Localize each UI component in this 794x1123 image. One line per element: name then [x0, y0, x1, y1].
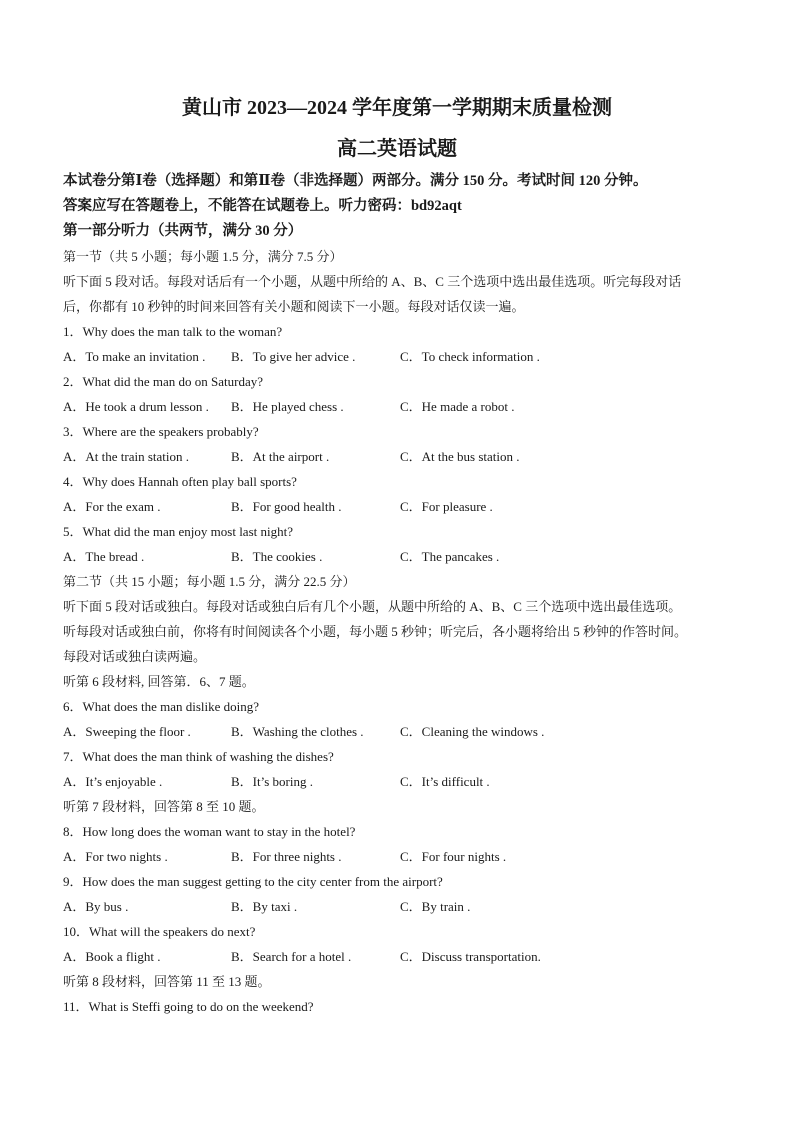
option-a: A．To make an invitation .: [63, 349, 206, 364]
options-row: [63, 719, 743, 744]
exam-subtitle: 高二英语试题: [337, 138, 457, 160]
option-c: C．He made a robot .: [400, 399, 515, 414]
options-row: [63, 394, 743, 419]
option-c: C．To check information .: [400, 349, 540, 364]
option-b: B．Washing the clothes .: [231, 724, 364, 739]
option-a: A．Sweeping the floor .: [63, 724, 191, 739]
question-text: 3．Where are the speakers probably?: [63, 424, 259, 439]
option-c: C．For four nights .: [400, 849, 507, 864]
option-b: B．For good health .: [231, 499, 342, 514]
question-text: 5．What did the man enjoy most last night?: [63, 524, 293, 539]
option-a: A．He took a drum lesson .: [63, 399, 209, 414]
question-text: 10．What will the speakers do next?: [63, 924, 256, 939]
instructions: 听下面 5 段对话。每段对话后有一个小题，从题中所给的 A、B、C 三个选项中选出最佳选项。听完每段对话: [63, 274, 682, 289]
instructions: 后，你都有 10 秒钟的时间来回答有关小题和阅读下一小题。每段对话仅读一遍。: [63, 299, 525, 314]
options-row: [63, 544, 743, 569]
options-row: [63, 769, 743, 794]
exam-title: 黄山市 2023—2024 学年度第一学期期末质量检测: [182, 97, 612, 119]
option-b: B．For three nights .: [231, 849, 342, 864]
option-a: A．The bread .: [63, 549, 145, 564]
options-row: [63, 844, 743, 869]
option-b: B．Search for a hotel .: [231, 949, 352, 964]
option-c: C．Discuss transportation.: [400, 949, 541, 964]
intro-line: 答案应写在答题卷上，不能答在试题卷上。听力密码：bd92aqt: [63, 198, 462, 214]
option-a: A．It’s enjoyable .: [63, 774, 163, 789]
options-row: [63, 494, 743, 519]
option-a: A．At the train station .: [63, 449, 190, 464]
option-c: C．The pancakes .: [400, 549, 500, 564]
part-heading: 第一部分听力（共两节，满分 30 分）: [63, 223, 303, 239]
question-text: 7．What does the man think of washing the dishes?: [63, 749, 334, 764]
option-b: B．By taxi .: [231, 899, 298, 914]
instructions: 听下面 5 段对话或独白。每段对话或独白后有几个小题，从题中所给的 A、B、C 三个选项中选出最佳选项。: [63, 599, 682, 614]
question-text: 2．What did the man do on Saturday?: [63, 374, 264, 389]
option-c: C．By train .: [400, 899, 471, 914]
exam-body: [63, 169, 743, 1019]
option-c: C．It’s difficult .: [400, 774, 490, 789]
question-text: 11．What is Steffi going to do on the weekend?: [63, 999, 314, 1014]
options-row: [63, 444, 743, 469]
options-row: [63, 894, 743, 919]
option-c: C．For pleasure .: [400, 499, 493, 514]
option-a: A．For the exam .: [63, 499, 161, 514]
options-row: [63, 344, 743, 369]
material-note: 听第 6 段材料, 回答第．6、7 题。: [63, 674, 255, 689]
instructions: 听每段对话或独白前，你将有时间阅读各个小题，每小题 5 秒钟；听完后，各小题将给出 5 秒钟的作答时间。: [63, 624, 688, 639]
option-b: B．It’s boring .: [231, 774, 313, 789]
option-b: B．To give her advice .: [231, 349, 356, 364]
option-b: B．The cookies .: [231, 549, 323, 564]
intro-line: 本试卷分第Ⅰ卷（选择题）和第Ⅱ卷（非选择题）两部分。满分 150 分。考试时间 120 分钟。: [63, 173, 648, 189]
section-heading: 第二节（共 15 小题；每小题 1.5 分，满分 22.5 分）: [63, 574, 356, 589]
material-note: 听第 8 段材料，回答第 11 至 13 题。: [63, 974, 271, 989]
option-c: C．Cleaning the windows .: [400, 724, 545, 739]
option-a: A．By bus .: [63, 899, 129, 914]
option-a: A．Book a flight .: [63, 949, 161, 964]
question-text: 1．Why does the man talk to the woman?: [63, 324, 283, 339]
option-a: A．For two nights .: [63, 849, 168, 864]
instructions: 每段对话或独白读两遍。: [63, 649, 207, 664]
options-row: [63, 944, 743, 969]
option-b: B．At the airport .: [231, 449, 330, 464]
option-b: B．He played chess .: [231, 399, 344, 414]
question-text: 6．What does the man dislike doing?: [63, 699, 260, 714]
section-heading: 第一节（共 5 小题；每小题 1.5 分，满分 7.5 分）: [63, 249, 343, 264]
question-text: 4．Why does Hannah often play ball sports?: [63, 474, 297, 489]
material-note: 听第 7 段材料，回答第 8 至 10 题。: [63, 799, 265, 814]
option-c: C．At the bus station .: [400, 449, 520, 464]
question-text: 9．How does the man suggest getting to the city center from the airport?: [63, 874, 443, 889]
question-text: 8．How long does the woman want to stay in the hotel?: [63, 824, 356, 839]
